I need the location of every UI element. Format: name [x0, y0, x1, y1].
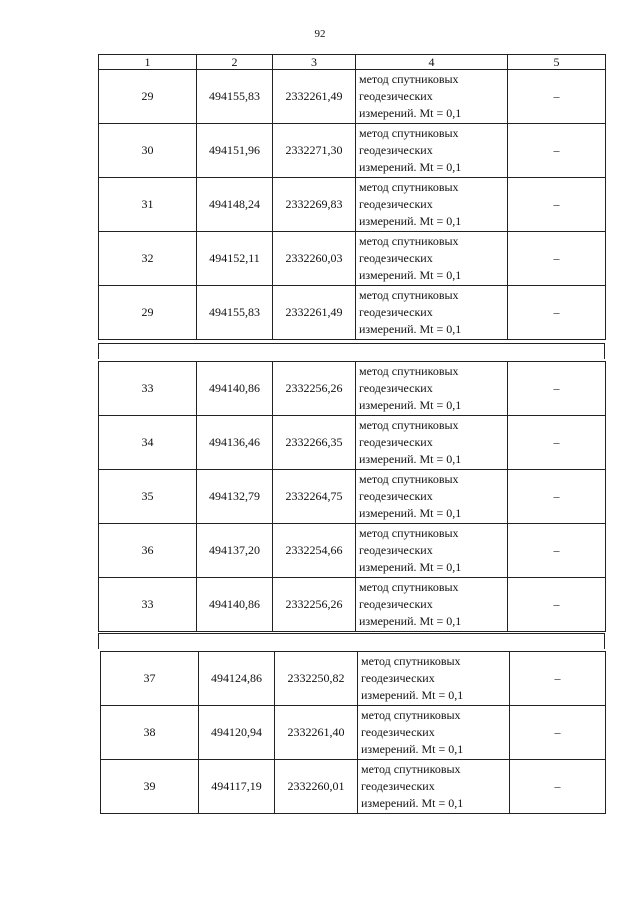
x-coordinate-cell: 494155,83 [197, 286, 273, 340]
method-line: метод спутниковых [359, 526, 459, 540]
method-cell [356, 362, 508, 416]
point-number-cell: 29 [99, 286, 197, 340]
y-coordinate-cell: 2332260,01 [275, 760, 358, 814]
method-cell [356, 178, 508, 232]
method-cell [356, 286, 508, 340]
method-line: измерений. Mt = 0,1 [361, 796, 464, 810]
coordinates-table-block-2 [98, 361, 606, 632]
description-cell: – [508, 362, 606, 416]
method-line: измерений. Mt = 0,1 [359, 160, 462, 174]
table-row [101, 760, 606, 814]
x-coordinate-cell: 494120,94 [199, 706, 275, 760]
y-coordinate-cell: 2332269,83 [273, 178, 356, 232]
description-cell: – [508, 232, 606, 286]
method-cell [356, 524, 508, 578]
y-coordinate-cell: 2332256,26 [273, 362, 356, 416]
y-coordinate-cell: 2332261,49 [273, 70, 356, 124]
method-line: измерений. Mt = 0,1 [359, 214, 462, 228]
description-cell: – [508, 286, 606, 340]
method-line: метод спутниковых [359, 418, 459, 432]
method-line: геодезических [361, 671, 435, 685]
method-line: геодезических [359, 489, 433, 503]
method-line: геодезических [359, 305, 433, 319]
method-line: метод спутниковых [359, 126, 459, 140]
table-row [99, 416, 606, 470]
column-header: 1 [99, 55, 197, 70]
block-separator [98, 343, 605, 359]
method-line: геодезических [359, 197, 433, 211]
method-line: геодезических [359, 597, 433, 611]
y-coordinate-cell: 2332260,03 [273, 232, 356, 286]
y-coordinate-cell: 2332264,75 [273, 470, 356, 524]
y-coordinate-cell: 2332271,30 [273, 124, 356, 178]
y-coordinate-cell: 2332256,26 [273, 578, 356, 632]
x-coordinate-cell: 494137,20 [197, 524, 273, 578]
method-cell [356, 70, 508, 124]
method-cell [358, 760, 510, 814]
table-row [99, 578, 606, 632]
coordinates-table-block-1 [98, 54, 606, 340]
method-line: геодезических [361, 725, 435, 739]
method-cell [358, 652, 510, 706]
point-number-cell: 35 [99, 470, 197, 524]
x-coordinate-cell: 494140,86 [197, 578, 273, 632]
method-line: измерений. Mt = 0,1 [361, 688, 464, 702]
method-cell [356, 124, 508, 178]
method-cell [356, 578, 508, 632]
table-row [101, 652, 606, 706]
table-row [99, 178, 606, 232]
point-number-cell: 29 [99, 70, 197, 124]
method-line: метод спутниковых [361, 654, 461, 668]
method-line: метод спутниковых [359, 234, 459, 248]
method-line: геодезических [361, 779, 435, 793]
description-cell: – [508, 124, 606, 178]
point-number-cell: 33 [99, 578, 197, 632]
method-line: измерений. Mt = 0,1 [359, 506, 462, 520]
table-row [99, 232, 606, 286]
method-line: измерений. Mt = 0,1 [359, 452, 462, 466]
y-coordinate-cell: 2332261,49 [273, 286, 356, 340]
method-cell [356, 470, 508, 524]
table-row [99, 524, 606, 578]
table-row [99, 362, 606, 416]
y-coordinate-cell: 2332250,82 [275, 652, 358, 706]
table-row [99, 470, 606, 524]
description-cell: – [510, 652, 606, 706]
method-line: измерений. Mt = 0,1 [359, 268, 462, 282]
method-line: метод спутниковых [359, 72, 459, 86]
x-coordinate-cell: 494117,19 [199, 760, 275, 814]
method-line: метод спутниковых [359, 288, 459, 302]
method-line: измерений. Mt = 0,1 [361, 742, 464, 756]
method-line: измерений. Mt = 0,1 [359, 106, 462, 120]
method-line: измерений. Mt = 0,1 [359, 614, 462, 628]
x-coordinate-cell: 494152,11 [197, 232, 273, 286]
method-line: метод спутниковых [359, 472, 459, 486]
description-cell: – [510, 706, 606, 760]
coordinates-table-block-3 [100, 651, 606, 814]
method-line: геодезических [359, 543, 433, 557]
method-cell [358, 706, 510, 760]
x-coordinate-cell: 494151,96 [197, 124, 273, 178]
point-number-cell: 31 [99, 178, 197, 232]
method-line: геодезических [359, 435, 433, 449]
description-cell: – [508, 470, 606, 524]
method-line: геодезических [359, 89, 433, 103]
table-row [101, 706, 606, 760]
method-line: метод спутниковых [359, 180, 459, 194]
description-cell: – [508, 524, 606, 578]
method-line: метод спутниковых [359, 580, 459, 594]
x-coordinate-cell: 494124,86 [199, 652, 275, 706]
point-number-cell: 36 [99, 524, 197, 578]
method-line: геодезических [359, 251, 433, 265]
method-line: геодезических [359, 143, 433, 157]
x-coordinate-cell: 494155,83 [197, 70, 273, 124]
method-line: измерений. Mt = 0,1 [359, 322, 462, 336]
method-line: геодезических [359, 381, 433, 395]
description-cell: – [510, 760, 606, 814]
description-cell: – [508, 578, 606, 632]
x-coordinate-cell: 494148,24 [197, 178, 273, 232]
description-cell: – [508, 178, 606, 232]
method-line: метод спутниковых [361, 762, 461, 776]
point-number-cell: 38 [101, 706, 199, 760]
y-coordinate-cell: 2332261,40 [275, 706, 358, 760]
method-line: измерений. Mt = 0,1 [359, 560, 462, 574]
table-header-row [99, 55, 606, 70]
point-number-cell: 30 [99, 124, 197, 178]
x-coordinate-cell: 494140,86 [197, 362, 273, 416]
point-number-cell: 33 [99, 362, 197, 416]
page-number: 92 [314, 28, 326, 40]
point-number-cell: 32 [99, 232, 197, 286]
method-line: метод спутниковых [361, 708, 461, 722]
column-header: 4 [356, 55, 508, 70]
table-row [99, 286, 606, 340]
point-number-cell: 37 [101, 652, 199, 706]
column-header: 2 [197, 55, 273, 70]
description-cell: – [508, 70, 606, 124]
y-coordinate-cell: 2332254,66 [273, 524, 356, 578]
point-number-cell: 34 [99, 416, 197, 470]
y-coordinate-cell: 2332266,35 [273, 416, 356, 470]
method-line: измерений. Mt = 0,1 [359, 398, 462, 412]
table-row [99, 70, 606, 124]
table-row [99, 124, 606, 178]
x-coordinate-cell: 494132,79 [197, 470, 273, 524]
block-separator [98, 633, 605, 649]
x-coordinate-cell: 494136,46 [197, 416, 273, 470]
column-header: 5 [508, 55, 606, 70]
column-header: 3 [273, 55, 356, 70]
method-line: метод спутниковых [359, 364, 459, 378]
method-cell [356, 416, 508, 470]
method-cell [356, 232, 508, 286]
description-cell: – [508, 416, 606, 470]
point-number-cell: 39 [101, 760, 199, 814]
